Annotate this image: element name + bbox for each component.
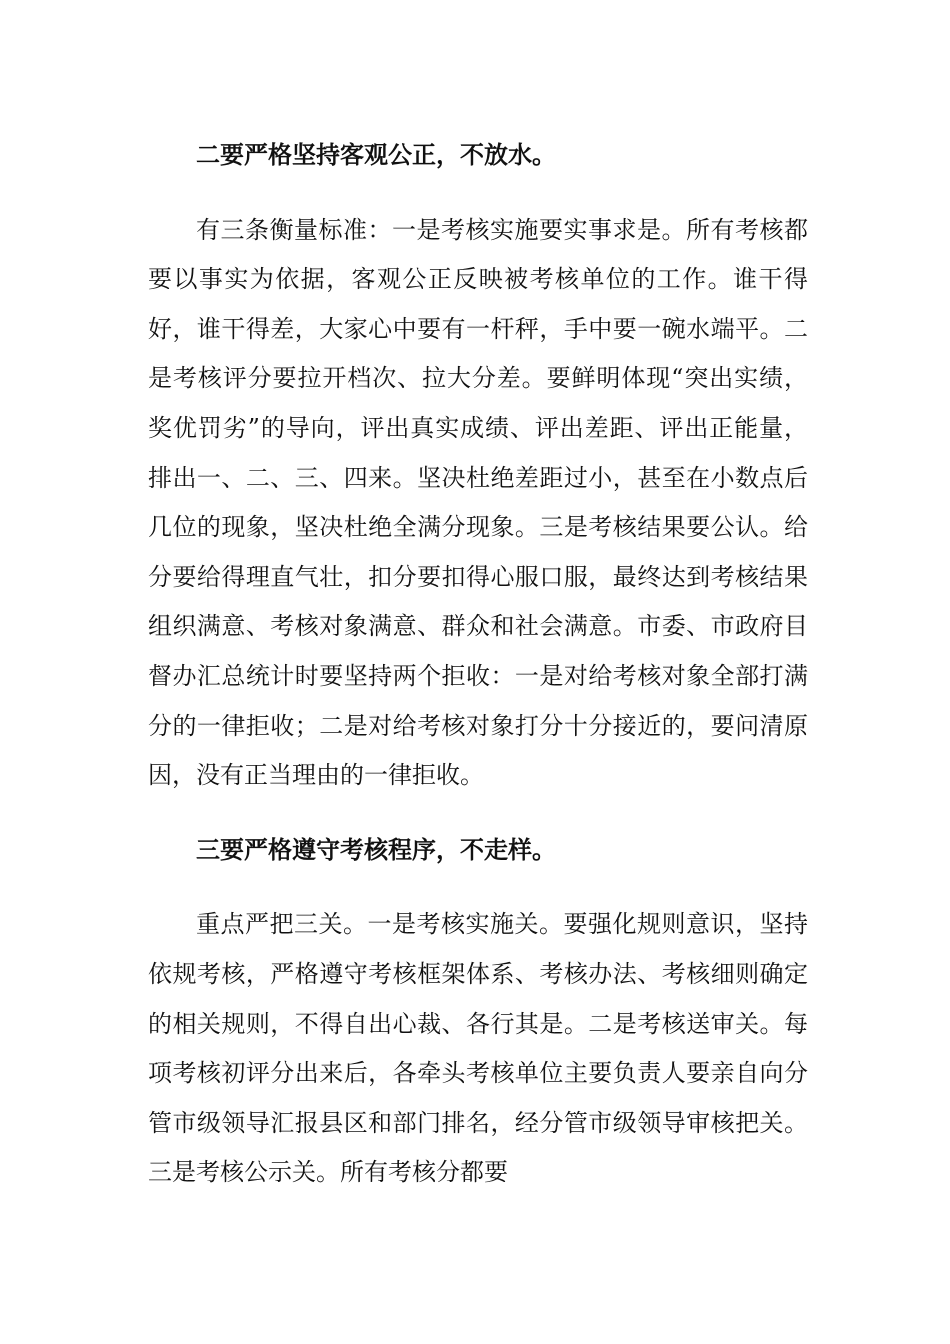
section-heading-2: 二要严格坚持客观公正，不放水。 <box>196 141 556 169</box>
document-body <box>148 131 808 1198</box>
section-body-2: 有三条衡量标准：一是考核实施要实事求是。所有考核都要以事实为依据，客观公正反映被考核单位的工作。谁干得好，谁干得差，大家心中要有一杆秤，手中要一碗水端平。二是考核评分要拉开档次、拉大分差。要鲜明体现“突出实绩，奖优罚劣”的导向，评出真实成绩、评出差距、评出正能量，排出一、二、三、四来。坚决杜绝差距过小，甚至在小数点后几位的现象，坚决杜绝全满分现象。三是考核结果要公认。给分要给得理直气壮，扣分要扣得心服口服，最终达到考核结果组织满意、考核对象满意、群众和社会满意。市委、市政府目督办汇总统计时要坚持两个拒收：一是对给考核对象全部打满分的一律拒收；二是对给考核对象打分十分接近的，要问清原因，没有正当理由的一律拒收。 <box>148 215 808 790</box>
section-body-3: 重点严把三关。一是考核实施关。要强化规则意识，坚持依规考核，严格遵守考核框架体系、考核办法、考核细则确定的相关规则，不得自出心裁、各行其是。二是考核送审关。每项考核初评分出来后，各牵头考核单位主要负责人要亲自向分管市级领导汇报县区和部门排名，经分管市级领导审核把关。三是考核公示关。所有考核分都要 <box>148 910 808 1187</box>
section-heading-3: 三要严格遵守考核程序，不走样。 <box>196 835 556 864</box>
